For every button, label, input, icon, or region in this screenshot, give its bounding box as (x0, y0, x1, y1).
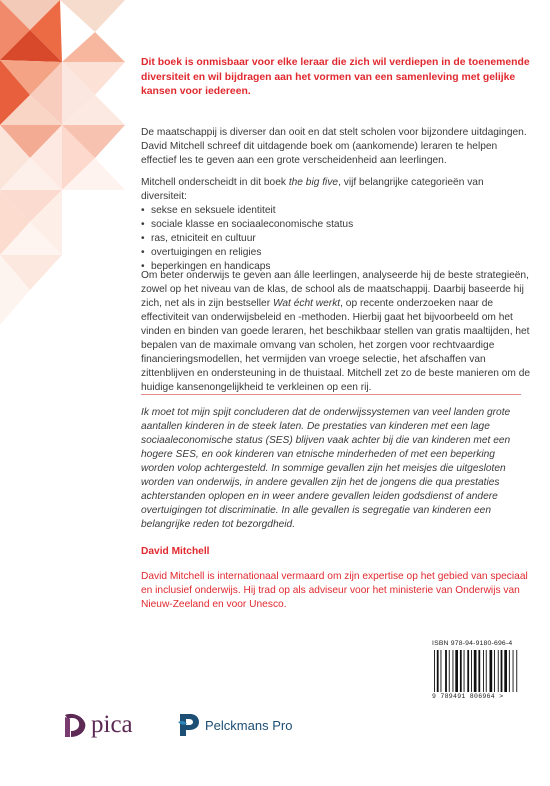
pelckmans-pro-logo (176, 711, 292, 739)
pica-logo (62, 711, 133, 739)
barcode-bar (437, 650, 439, 692)
barcode-bar (483, 650, 484, 692)
barcode-bar (464, 650, 465, 692)
barcode-bar (498, 650, 499, 692)
barcode-bar (455, 650, 458, 692)
author-name: David Mitchell (141, 546, 210, 557)
barcode-bar (453, 650, 454, 692)
description-paragraph: De maatschappij is diverser dan ooit en dat stelt scholen voor bijzondere uitdagingen. David Mitchell schreef dit uitdagende boek om (aankomende) leraren te helpen effectief les te geven aan een grote verscheidenheid aan leerlingen. (141, 127, 527, 166)
barcode-bar (474, 650, 477, 692)
big-five-lead-text: Mitchell onderscheidt in dit boek (141, 177, 289, 188)
list-item: • sociale klasse en sociaaleconomische status (141, 218, 531, 232)
big-five-trailing-text: , vijf belangrijke categorieën van diversiteit: (141, 177, 484, 202)
diversity-categories-list (141, 204, 531, 274)
barcode-bar (509, 650, 510, 692)
decorative-triangle-pattern (0, 0, 125, 360)
strategies-lead-text: Om beter onderwijs te geven aan álle leerlingen, analyseerde hij de beste strategieën, zowel op het niveau van de klas, de school als de maatschappij. Daarbij baseerde hij zich, net als in zijn bestseller (141, 270, 529, 309)
barcode-bar (441, 650, 442, 692)
isbn-label: ISBN 978-94-9180-696-4 (432, 640, 513, 647)
strategies-trailing-text: , op recente onderzoeken naar de effectiviteit van onderwijsbeleid en -methoden. Hierbij gaat het bijvoorbeeld om het vinden en binden van goede leraren, het beschikbaar stellen van gratis maaltijden, het bepalen van de maximale omvang van scholen, het zorgen voor rechtvaardige financieringsmodellen, het vermijden van vroege selectie, het afschaffen van zittenblijven en ondersteuning in de thuistaal. Mitchell zet zo de beste manieren om de huidige kansenongelijkheid te verkleinen op een rij. (141, 298, 531, 393)
barcode-bar (467, 650, 469, 692)
list-item: • sekse en seksuele identiteit (141, 204, 531, 218)
list-item: • overtuigingen en religies (141, 246, 531, 260)
pelckmans-wordmark: Pelckmans Pro (205, 717, 293, 733)
section-divider (141, 394, 521, 395)
big-five-emphasis: the big five (288, 177, 339, 188)
strategies-paragraph (141, 269, 531, 395)
list-item: • ras, etniciteit en cultuur (141, 232, 531, 246)
pelckmans-emblem-icon (176, 712, 200, 738)
barcode-bar (471, 650, 472, 692)
author-quote: Ik moet tot mijn spijt concluderen dat de onderwijssystemen van veel landen grote aantallen kinderen in de steek laten. De prestaties van kinderen met een lage sociaaleconomische status (SES) blijven vaak achter bij die van kinderen met een hogere SES, en ook kinderen van etnische minderheden of met een beperking worden volop achtergesteld. In sommige gevallen zijn het meisjes die uitgesloten worden van onderwijs, in andere gevallen zijn het de jongens die qua prestaties achterstanden oplopen en in weer andere gevallen leiden godsdienst of andere overtuigingen tot discriminatie. In alle gevallen is segregatie van kinderen een belangrijke reden tot bezorgdheid. (141, 407, 511, 530)
barcode-bar (460, 650, 462, 692)
barcode-bar (449, 650, 450, 692)
barcode-bar (494, 650, 495, 692)
barcode-bar (434, 650, 435, 692)
big-five-paragraph (141, 176, 531, 274)
barcode (432, 650, 532, 692)
barcode-bar (504, 650, 507, 692)
barcode-bar (513, 650, 514, 692)
pica-emblem-icon (62, 711, 88, 739)
list-item: • beperkingen en handicaps (141, 260, 531, 274)
isbn-barcode-block (432, 640, 532, 700)
barcode-bar (501, 650, 503, 692)
barcode-bar (516, 650, 517, 692)
barcode-bar (486, 650, 487, 692)
barcode-bar (478, 650, 480, 692)
barcode-digits: 9 789491 806964 > (432, 693, 504, 700)
barcode-bar (445, 650, 447, 692)
bestseller-title: Wat écht werkt (272, 298, 341, 309)
intro-statement: Dit boek is onmisbaar voor elke leraar die zich wil verdiepen in de toenemende diversiteit en wil bijdragen aan het vormen van een samenleving met gelijke kansen voor iedereen. (141, 57, 530, 98)
author-bio: David Mitchell is internationaal vermaard om zijn expertise op het gebied van speciaal en inclusief onderwijs. Hij trad op als adviseur voor het ministerie van Onderwijs van Nieuw-Zeeland en voor Unesco. (141, 571, 528, 610)
pica-wordmark: pica (91, 711, 133, 738)
barcode-bar (490, 650, 493, 692)
